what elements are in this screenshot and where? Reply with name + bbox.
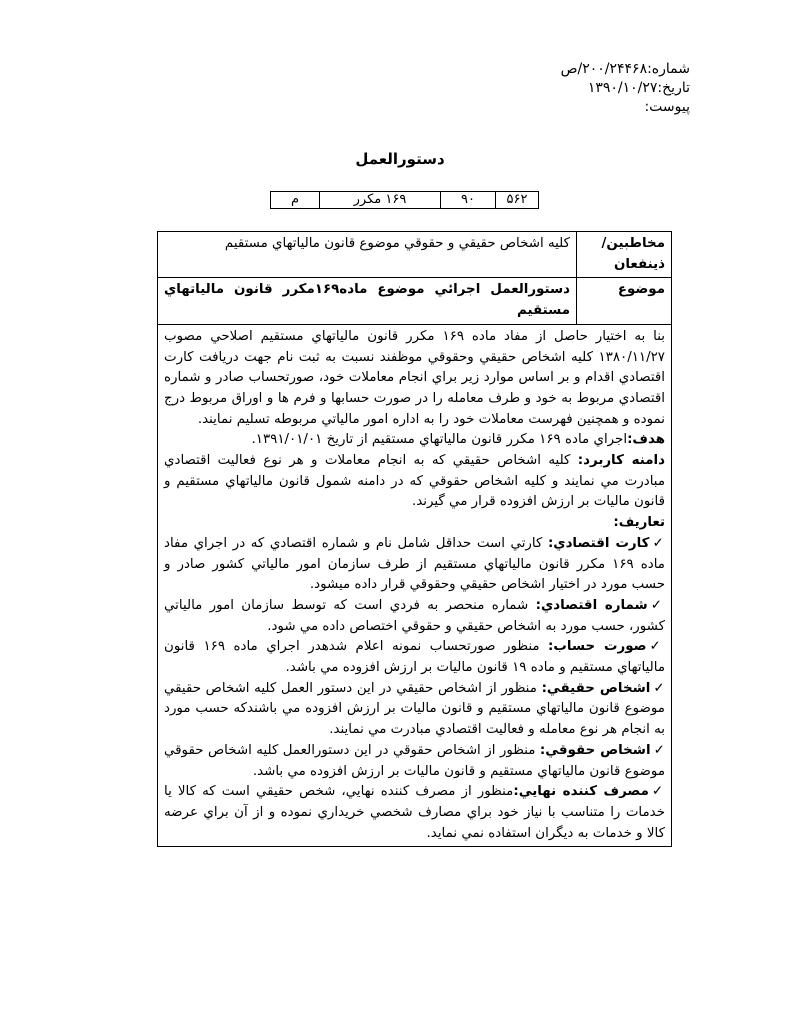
definition-text: منظور از اشخاص حقيقي در اين دستور العمل كليه اشخاص حقيقي موضوع قانون مالياتهاي مستقيم و قانون ماليات بر ارزش افزوده مي باشندكه حسب مورد به انجام هر نوع معامله و فعاليت اقتصادي مبادرت مي نمايند. (164, 680, 665, 738)
reference-number-table (270, 191, 539, 209)
definition-term: صورت حساب: (548, 639, 647, 655)
check-icon: ✓ (653, 742, 665, 758)
definition-text: منظور صورتحساب نمونه اعلام شدهدر اجراي ماده ۱۶۹ قانون مالياتهاي مستقيم و ماده ۱۹ قانون ماليات بر ارزش افزوده مي باشد. (164, 639, 665, 676)
definition-term: كارت اقتصادي: (547, 535, 650, 551)
definition-term: اشخاص حقيقي: (541, 680, 651, 696)
definition-item (164, 534, 665, 596)
definition-term: شماره اقتصادي: (535, 597, 648, 613)
check-icon: ✓ (650, 597, 665, 613)
ref-cell-2: ۹۰ (441, 192, 496, 209)
scope-label: دامنه كاربرد: (577, 453, 665, 469)
definition-item (164, 741, 665, 782)
subject-row (158, 278, 672, 324)
document-title: دستورالعمل (355, 150, 445, 168)
letter-date: تاريخ:۱۳۹۰/۱۰/۲۷ (587, 80, 690, 96)
ref-cell-4: م (271, 192, 320, 209)
definitions-label: تعاريف: (613, 515, 665, 531)
audience-value: كليه اشخاص حقيقي و حقوقي موضوع قانون مالياتهاي مستقيم (158, 232, 577, 278)
definition-term: مصرف كننده نهايي: (513, 784, 649, 800)
subject-label: موضوع (577, 278, 672, 324)
definition-item (164, 637, 665, 678)
check-icon: ✓ (652, 535, 665, 551)
body-text (158, 324, 672, 847)
audience-row (158, 232, 672, 278)
goal-text: اجراي ماده ۱۶۹ مكرر قانون مالياتهاي مستقيم از تاريخ ۱۳۹۱/۰۱/۰۱. (251, 432, 628, 448)
goal-label: هدف: (627, 432, 665, 448)
check-icon: ✓ (649, 639, 665, 655)
letter-attachment: پيوست: (644, 99, 690, 115)
definition-text: كارتي است حداقل شامل نام و شماره اقتصادي كه در اجراي مفاد ماده ۱۶۹ مكرر قانون مالياتهاي مستقيم از طرف سازمان امور مالياتي كشور صادر و حسب مورد در اختيار اشخاص حقيقي وحقوقي قرار داده ميشود. (164, 535, 665, 593)
instruction-table (157, 231, 672, 847)
scope-text: كليه اشخاص حقيقي كه به انجام معاملات و هر نوع فعاليت اقتصادي مبادرت مي نمايند و كليه اشخاص حقوقي كه در دامنه شمول قانون مالياتهاي مستقيم و قانون ماليات بر ارزش افزوده قرار مي گيرند. (164, 453, 665, 510)
ref-cell-1: ۵۶۲ (496, 192, 539, 209)
goal-paragraph (164, 430, 665, 451)
audience-label: مخاطبين/ ذينفعان (577, 232, 672, 278)
letter-number: شماره:۲۰۰/۲۴۴۶۸/ص (560, 61, 690, 77)
letter-header (561, 60, 690, 117)
ref-cell-3: ۱۶۹ مكرر (320, 192, 441, 209)
definition-item (164, 596, 665, 637)
definition-term: اشخاص حقوقي: (539, 742, 651, 758)
definition-text: شماره منحصر به فردي است كه توسط سازمان امور مالياتي كشور، حسب مورد به اشخاص حقيقي و حقوقي اختصاص داده مي شود. (164, 597, 665, 634)
definition-text: منظور از مصرف كننده نهايي، شخص حقيقي است كه كالا يا خدمات را متناسب با نياز خود براي مصارف شخصي خريداري نموده و از آن براي عرضه كالا و خدمات به ديگران استفاده نمي نمايد. (164, 784, 665, 841)
check-icon: ✓ (651, 784, 665, 800)
body-row (158, 324, 672, 847)
definition-item (164, 782, 665, 844)
scope-paragraph (164, 451, 665, 513)
subject-value: دستورالعمل اجرائي موضوع ماده۱۶۹مكرر قانون مالياتهاي مستقيم (158, 278, 577, 324)
definition-text: منظور از اشخاص حقوقي در اين دستورالعمل كليه اشخاص حقوقي موضوع قانون مالياتهاي مستقيم و قانون ماليات بر ارزش افزوده مي باشد. (164, 742, 665, 779)
check-icon: ✓ (653, 680, 665, 696)
definition-item (164, 679, 665, 741)
intro-paragraph: بنا به اختيار حاصل از مفاد ماده ۱۶۹ مكرر قانون مالياتهاي مستقيم اصلاحي مصوب ۱۳۸۰/۱۱/۲۷ كليه اشخاص حقيقي وحقوقي موظفند نسبت به ثبت نام جهت دريافت كارت اقتصادي اقدام و بر اساس موارد زير براي انجام معاملات خود، صورتحساب صادر و شماره اقتصادي مربوط به خود و طرف معامله را در صورت حسابها و فرم ها و اوراق مربوط درج نموده و همچنين فهرست معاملات خود را به اداره امور مالياتي مربوطه تسليم نمايند. (164, 328, 665, 427)
